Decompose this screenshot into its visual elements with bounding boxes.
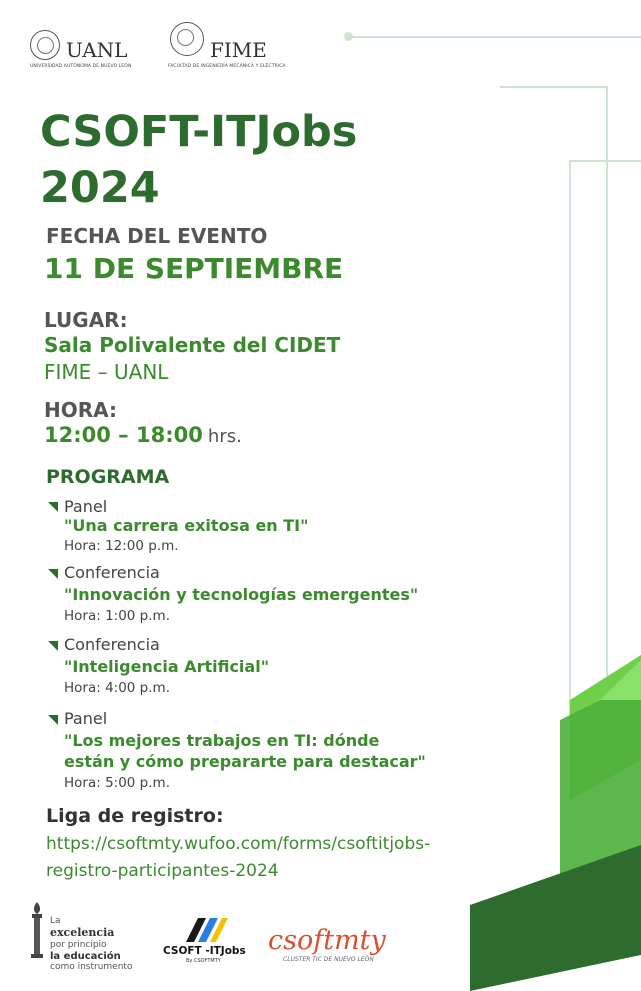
program-item-type: Panel <box>64 709 108 728</box>
program-item-time: Hora: 5:00 p.m. <box>64 775 170 791</box>
bullet-icon <box>48 641 58 651</box>
event-title <box>40 104 357 216</box>
date-label: FECHA DEL EVENTO <box>46 224 268 248</box>
program-item-time: Hora: 1:00 p.m. <box>64 608 170 624</box>
event-title-line1: CSOFT-ITJobs <box>40 107 358 157</box>
registration-link[interactable] <box>46 831 430 885</box>
fime-logo-text: FIME <box>210 38 267 62</box>
fime-seal-icon <box>170 22 204 56</box>
motto-line2 <box>50 927 132 940</box>
place-line1: Sala Polivalente del CIDET <box>44 333 341 357</box>
program-item-title: "Los mejores trabajos en TI: dónde <box>64 731 380 750</box>
uanl-logo-text: UANL <box>66 38 128 62</box>
time-value: 12:00 – 18:00 <box>44 423 203 447</box>
registration-url-line2[interactable]: registro-participantes-2024 <box>46 861 279 881</box>
motto-line1: La <box>50 916 61 926</box>
motto <box>50 916 132 973</box>
place-label: LUGAR: <box>44 308 128 332</box>
program-heading: PROGRAMA <box>46 466 170 488</box>
program-item-type: Panel <box>64 497 108 516</box>
motto-line4: la educación <box>50 951 121 962</box>
csoftmty-logo: csoftmty <box>268 925 386 956</box>
bullet-icon <box>48 569 58 579</box>
bullet-icon <box>48 715 58 725</box>
program-item-title: "Innovación y tecnologías emergentes" <box>64 585 419 604</box>
uanl-logo-sub: UNIVERSIDAD AUTÓNOMA DE NUEVO LEÓN <box>30 64 132 69</box>
event-title-line2: 2024 <box>40 163 160 213</box>
motto-line3: por principio <box>50 940 107 950</box>
csoft-itjobs-logo-icon <box>180 916 230 944</box>
program-item-type: Conferencia <box>64 563 160 582</box>
fime-logo-sub: FACULTAD DE INGENIERÍA MECÁNICA Y ELÉCTRICA <box>168 64 286 69</box>
date-value: 11 DE SEPTIEMBRE <box>44 252 344 285</box>
uanl-seal-icon <box>30 30 60 60</box>
program-item-title: "Una carrera exitosa en TI" <box>64 516 309 535</box>
motto-excelencia: excelencia <box>50 926 115 939</box>
program-item-type: Conferencia <box>64 635 160 654</box>
registration-url-line1[interactable]: https://csoftmty.wufoo.com/forms/csoftitjobs- <box>46 834 431 854</box>
csoftmty-sub: CLUSTER TIC DE NUEVO LEÓN <box>283 956 374 963</box>
csoft-itjobs-by: By CSOFTMTY <box>186 958 221 964</box>
program-item-time: Hora: 4:00 p.m. <box>64 680 170 696</box>
place-line2: FIME – UANL <box>44 360 169 384</box>
motto-line5: como instrumento <box>50 962 133 972</box>
csoft-itjobs-logo-text: CSOFT -ITJobs <box>163 945 246 957</box>
time-row <box>44 423 242 447</box>
bullet-icon <box>48 502 58 512</box>
program-item-title-cont: están y cómo prepararte para destacar" <box>64 752 426 771</box>
time-unit: hrs. <box>207 426 242 447</box>
time-label: HORA: <box>44 398 117 422</box>
torch-icon <box>26 900 48 960</box>
program-item-title: "Inteligencia Artificial" <box>64 657 270 676</box>
program-item-time: Hora: 12:00 p.m. <box>64 538 179 554</box>
registration-label: Liga de registro: <box>46 805 224 827</box>
